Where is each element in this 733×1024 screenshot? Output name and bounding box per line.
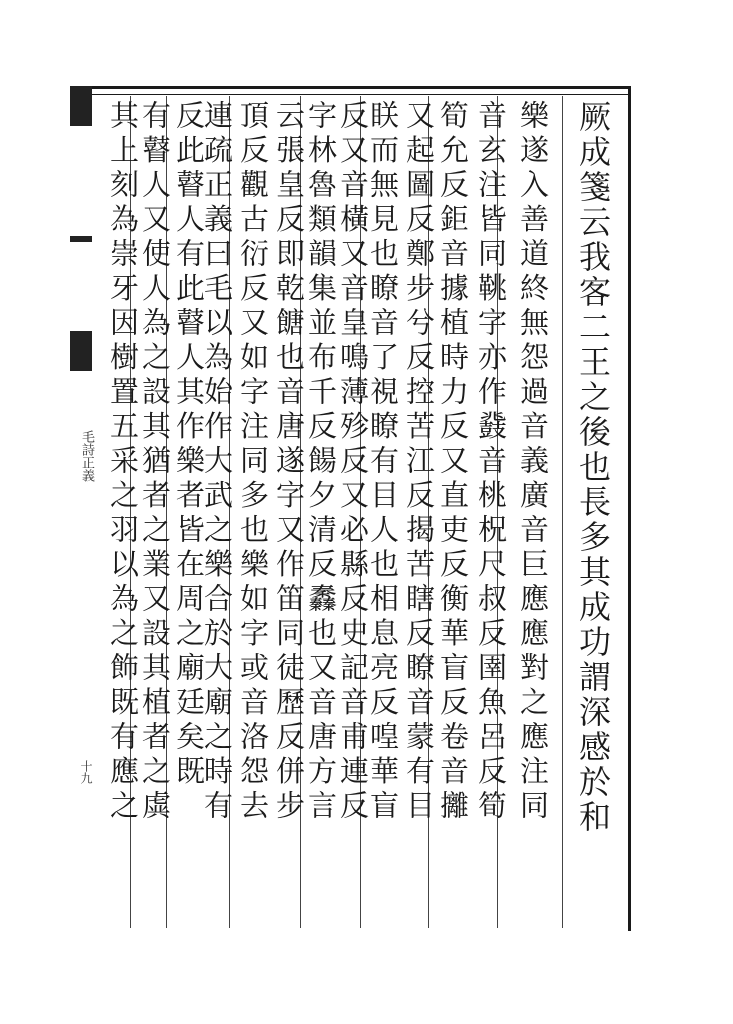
text-column: 反又音橫又音皇鳴薄殄反又必縣反史記音甫連反	[336, 100, 370, 825]
gutter-mark	[70, 236, 92, 242]
text-column: 頂反觀古衍反又如字注同多也樂如字或音洛怨去	[236, 100, 270, 825]
text-column: 有瞽人又使人為之設其猶者之業又設其植者之虡	[138, 100, 172, 825]
page-number: 十九	[79, 760, 93, 784]
text-column: 云張皇反即乾餹也音唐遂字又作笛同徒歷反併步	[272, 100, 306, 825]
text-column: 反此瞽人有此瞽人其作樂者皆在周之廟廷矣既	[172, 100, 206, 790]
book-title-margin: 毛詩正義	[79, 430, 94, 482]
column-rule	[562, 96, 563, 928]
text-column: 字林魯類韻集並布千反餳夕清反䆐也又音唐方言	[304, 100, 338, 825]
frame-inner-rule	[92, 94, 628, 95]
text-column: 樂遂入善道終無怨過音義廣音巨應應對之應注同	[516, 100, 550, 825]
text-column: 筍允反鉅音據植時力反又直吏反衡華盲反卷音攡	[436, 100, 470, 825]
text-column: 眹而無見也瞭音了視瞭有目人也相息亮反喤華盲	[366, 100, 400, 825]
text-column: 其上刻為崇牙因樹置五采之羽以為之飾既有應之	[106, 100, 140, 825]
text-column: 厥成箋云我客二王之後也長多其成功謂深感於和	[574, 100, 612, 835]
gutter-mark	[70, 331, 92, 371]
binding-gutter	[70, 86, 92, 936]
text-column: 又起圖反鄭步兮反控苦江反揭苦瞎反瞭音蒙有目	[402, 100, 436, 825]
text-column: 音玄注皆同鞉字亦作鼗音桃柷尺叔反圉魚呂反筍	[474, 100, 508, 825]
text-column: 連疏正義曰毛以為始作大武之樂合於大廟之時有	[200, 100, 234, 825]
gutter-mark	[70, 86, 92, 126]
